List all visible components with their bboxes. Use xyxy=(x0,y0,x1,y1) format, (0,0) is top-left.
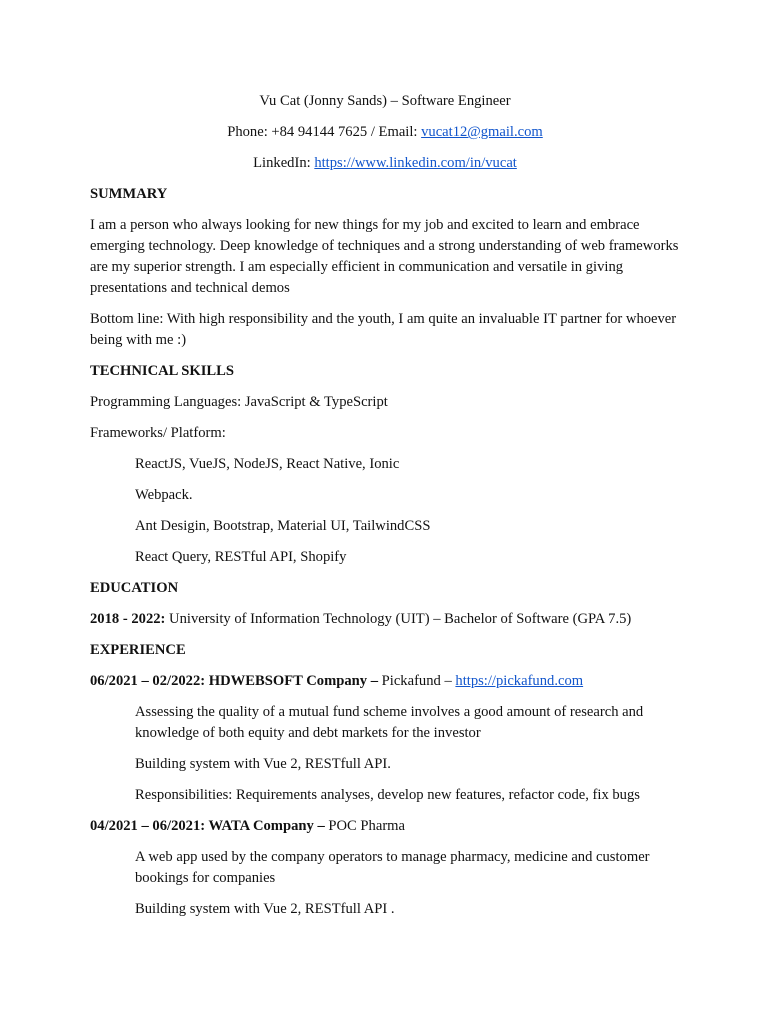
job-title-line xyxy=(90,671,680,692)
name-title: Vu Cat (Jonny Sands) – Software Engineer xyxy=(259,93,511,109)
job-title-line xyxy=(90,816,680,837)
skills-item: Ant Desigin, Bootstrap, Material UI, TailwindCSS xyxy=(135,518,431,534)
skills-languages: Programming Languages: JavaScript & TypeScript xyxy=(90,394,388,410)
job-period-company: 04/2021 – 06/2021: WATA Company – xyxy=(90,818,325,834)
job-project: POC Pharma xyxy=(324,818,406,834)
experience-heading: EXPERIENCE xyxy=(90,642,186,658)
skills-item: Webpack. xyxy=(135,487,193,503)
linkedin-line xyxy=(90,153,680,174)
job-bullet: Building system with Vue 2, RESTfull API. xyxy=(135,756,391,772)
job-bullet: Responsibilities: Requirements analyses, develop new features, refactor code, fix bugs xyxy=(135,787,640,803)
job-project-link[interactable]: https://pickafund.com xyxy=(455,673,584,689)
job-bullet: A web app used by the company operators to manage pharmacy, medicine and customer bookings for companies xyxy=(135,849,650,886)
email-link[interactable]: vucat12@gmail.com xyxy=(421,124,543,140)
skills-heading: TECHNICAL SKILLS xyxy=(90,363,234,379)
summary-heading: SUMMARY xyxy=(90,186,168,202)
education-detail: University of Information Technology (UIT) – Bachelor of Software (GPA 7.5) xyxy=(165,611,632,627)
skills-frameworks-label: Frameworks/ Platform: xyxy=(90,425,226,441)
job-project: Pickafund – xyxy=(378,673,456,689)
job-bullet: Assessing the quality of a mutual fund scheme involves a good amount of research and knowledge of both equity and debt markets for the investor xyxy=(135,704,644,741)
education-entry xyxy=(90,609,680,630)
education-period: 2018 - 2022: xyxy=(90,611,166,627)
job-bullet: Building system with Vue 2, RESTfull API . xyxy=(135,901,395,917)
skills-item: ReactJS, VueJS, NodeJS, React Native, Ionic xyxy=(135,456,400,472)
contact-line xyxy=(90,122,680,143)
summary-paragraph: I am a person who always looking for new things for my job and excited to learn and embrace emerging technology. Deep knowledge of techniques and a strong understanding of web frameworks are my superior strength. I am especially efficient in communication and versatile in giving presentations and technical demos xyxy=(90,217,679,296)
summary-bottom-line: Bottom line: With high responsibility and the youth, I am quite an invaluable IT partner for whoever being with me :) xyxy=(90,311,677,348)
linkedin-link[interactable]: https://www.linkedin.com/in/vucat xyxy=(314,155,517,171)
phone-text: Phone: +84 94144 7625 / Email: xyxy=(227,124,422,140)
resume-document xyxy=(90,91,680,930)
job-period-company: 06/2021 – 02/2022: HDWEBSOFT Company – xyxy=(90,673,378,689)
linkedin-label: LinkedIn: xyxy=(253,155,315,171)
skills-item: React Query, RESTful API, Shopify xyxy=(135,549,347,565)
education-heading: EDUCATION xyxy=(90,580,179,596)
